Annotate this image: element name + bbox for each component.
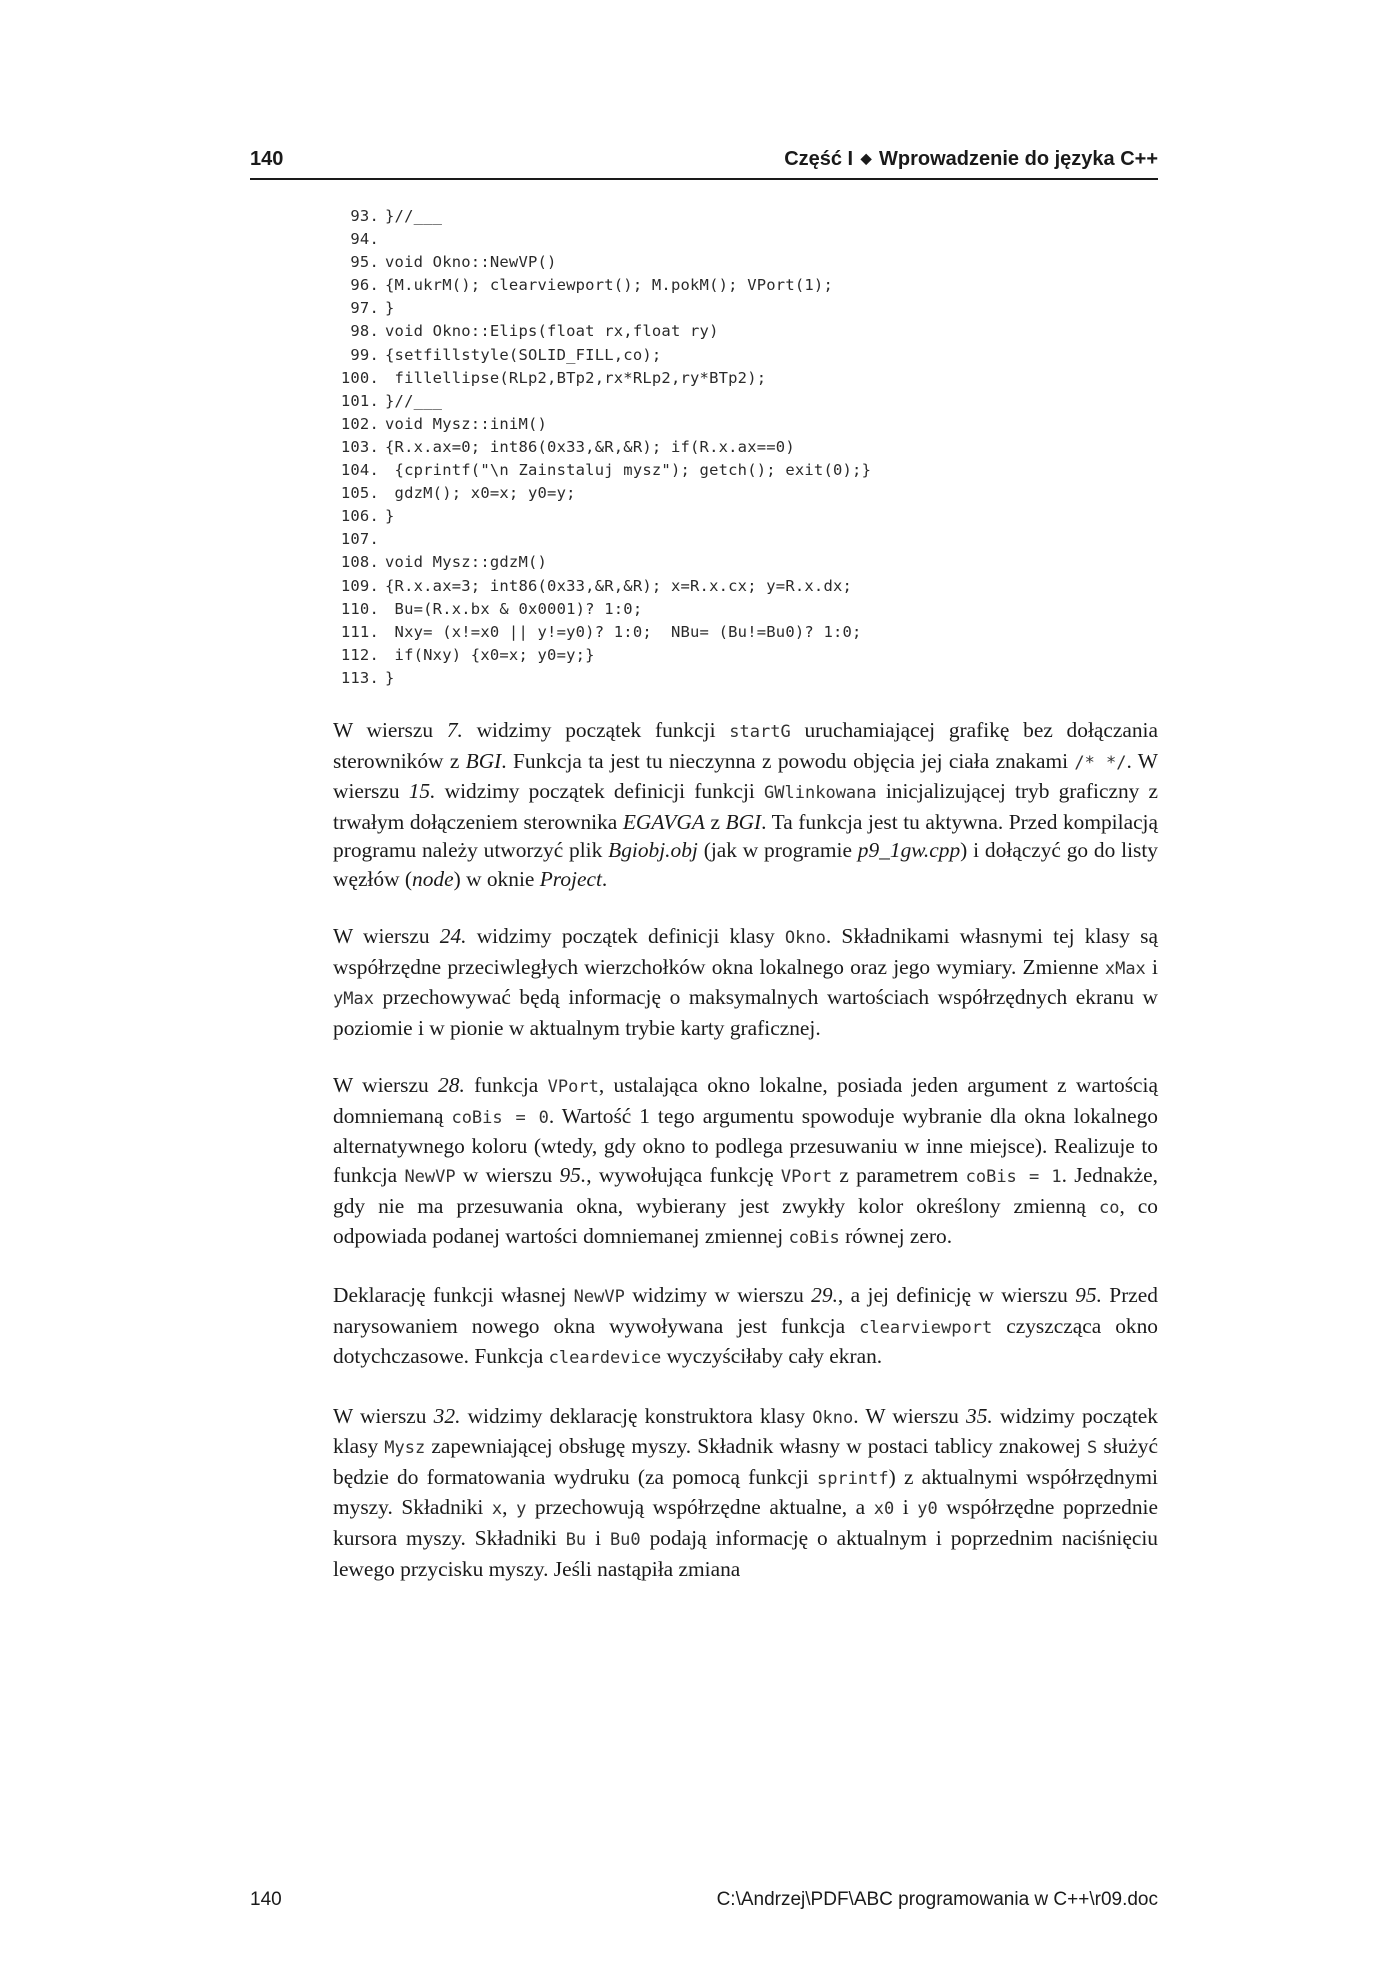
italic-term: p9_1gw.cpp (857, 838, 961, 863)
line-number: 108. (340, 553, 379, 572)
code-text: {setfillstyle(SOLID_FILL,co); (385, 345, 662, 364)
code-term: x0 (873, 1499, 895, 1520)
code-line (335, 621, 1055, 644)
line-ref: 7. (446, 718, 463, 742)
line-number: 112. (340, 645, 379, 664)
italic-term: Bgiobj.obj (608, 838, 698, 863)
code-text: void Mysz::gdzM() (385, 553, 548, 572)
line-ref: 29. (811, 1283, 838, 1308)
code-line (335, 505, 1055, 528)
text: przechowują współrzędne aktualne, a (526, 1495, 874, 1520)
paragraph-2 (333, 922, 1158, 1042)
text: przechowywać będą informację o maksymalnych wartościach współrzędnych ekranu w poziomie i w pionie w aktualnym trybie karty graficznej. (333, 985, 1158, 1040)
line-number: 110. (340, 599, 379, 618)
code-term: startG (729, 722, 791, 742)
header-page-number: 140 (250, 148, 284, 170)
code-text: } (385, 299, 395, 318)
line-number: 101. (340, 391, 379, 410)
code-text: } (385, 507, 395, 526)
code-text: }//___ (385, 207, 443, 225)
code-line (335, 436, 1055, 459)
text: inicjalizującej tryb graficzny z trwałym dołączeniem sterownika (333, 779, 1158, 834)
line-ref: 28. (438, 1073, 465, 1098)
code-term: co (1098, 1197, 1120, 1218)
line-number: 96. (350, 276, 379, 295)
text: uruchamiającej grafikę bez dołączania sterowników z (333, 718, 1158, 773)
code-line (335, 528, 1055, 551)
code-term: coBis = 1 (965, 1166, 1062, 1187)
line-ref: 95. (1075, 1283, 1102, 1308)
code-term: coBis = 0 (451, 1107, 549, 1128)
text: Deklarację funkcji własnej (333, 1283, 574, 1308)
text: widzimy początek funkcji (462, 718, 730, 742)
code-text: void Okno::NewVP() (385, 253, 557, 272)
line-number: 106. (340, 507, 379, 526)
code-line (335, 413, 1055, 436)
code-term: y (516, 1499, 527, 1520)
line-number: 113. (340, 668, 379, 687)
code-line (335, 644, 1055, 667)
text: podają informację o aktualnym i poprzednim naciśnięciu lewego przycisku myszy. Jeśli nastąpiła zmiana (333, 1526, 1158, 1581)
line-number: 109. (340, 576, 379, 595)
footer-file-path: C:\Andrzej\PDF\ABC programowania w C++\r09.doc (716, 1889, 1158, 1910)
text: ) i dołączyć go do listy węzłów ( (333, 838, 1158, 891)
text: widzimy początek definicji klasy (466, 924, 785, 949)
code-text: }//___ (385, 391, 443, 410)
text: funkcja (464, 1073, 548, 1098)
code-term: NewVP (573, 1287, 625, 1308)
code-term: Okno (784, 928, 826, 949)
line-number: 99. (350, 345, 379, 364)
chapter-title: Wprowadzenie do języka C++ (879, 148, 1158, 170)
code-line (335, 274, 1055, 297)
code-term: GWlinkowana (764, 783, 877, 804)
code-text: Nxy= (x!=x0 || y!=y0)? 1:0; NBu= (Bu!=Bu0)? 1:0; (385, 622, 862, 641)
code-text: Bu=(R.x.bx & 0x0001)? 1:0; (385, 599, 643, 618)
text: zapewniającej obsługę myszy. Składnik własny w postaci tablicy znakowej (425, 1434, 1087, 1459)
line-ref: 32. (433, 1403, 461, 1428)
code-term: coBis (788, 1228, 840, 1249)
code-term: /* */ (1074, 752, 1127, 773)
line-number: 105. (340, 484, 379, 503)
text: , ustalająca okno lokalne, posiada jeden argument z wartością domniemaną (333, 1073, 1158, 1128)
line-number: 97. (350, 299, 379, 318)
paragraph-4 (333, 1281, 1158, 1373)
text: Przed narysowaniem nowego okna wywoływana jest funkcja (333, 1283, 1158, 1338)
code-term: y0 (917, 1499, 938, 1520)
code-term: NewVP (404, 1166, 456, 1187)
code-term: Mysz (384, 1438, 426, 1459)
code-listing (335, 205, 1055, 690)
text: , co odpowiada podanej wartości domniemanej zmiennej (333, 1193, 1158, 1249)
code-line (335, 459, 1055, 482)
italic-term: EGAVGA (622, 809, 705, 834)
code-term: Bu0 (609, 1530, 641, 1551)
code-text: void Okno::Elips(float rx,float ry) (385, 322, 719, 341)
text: . W wierszu (853, 1403, 967, 1428)
line-ref: 24. (439, 924, 467, 949)
line-ref: 35. (966, 1403, 993, 1428)
code-line (335, 667, 1055, 690)
code-term: clearviewport (859, 1317, 993, 1338)
text: ) w oknie (453, 866, 540, 891)
footer-page-number: 140 (250, 1889, 282, 1910)
text: , (502, 1495, 517, 1520)
text: widzimy początek definicji funkcji (435, 779, 765, 804)
code-text: {cprintf("\n Zainstaluj mysz"); getch(); exit(0);} (385, 461, 872, 480)
italic-term: BGI (725, 809, 762, 834)
code-line (335, 205, 1055, 228)
paragraph-1 (333, 716, 1158, 894)
line-number: 102. (340, 414, 379, 433)
italic-term: node (412, 866, 454, 891)
code-text: fillellipse(RLp2,BTp2,rx*RLp2,ry*BTp2); (385, 368, 767, 387)
code-term: S (1086, 1438, 1098, 1459)
code-term: Bu (565, 1530, 587, 1551)
code-line (335, 598, 1055, 621)
line-number: 104. (340, 461, 379, 480)
paragraph-3 (333, 1071, 1158, 1253)
line-number: 93. (350, 207, 379, 225)
text: . Składnikami własnymi tej klasy są współrzędne przeciwległych wierzchołków okna lokalnego oraz jego wymiary. Zmienne (333, 924, 1158, 979)
code-text: {M.ukrM(); clearviewport(); M.pokM(); VPort(1); (385, 276, 833, 295)
text: równej zero. (839, 1224, 953, 1249)
text: , wywołująca funkcję (586, 1162, 781, 1187)
line-number: 100. (340, 368, 379, 387)
text: . Jednakże, gdy nie ma przesuwania okna, wybierany jest zwykły kolor określony zmienną (333, 1162, 1158, 1218)
text: współrzędne poprzednie kursora myszy. Składniki (333, 1495, 1158, 1551)
code-line (335, 367, 1055, 390)
diamond-separator-icon: ◆ (860, 150, 872, 166)
text: . Wartość 1 tego argumentu spowoduje wybranie dla okna lokalnego alternatywnego koloru (wtedy, gdy okno to podlega przesuwaniu w inne miejsce). Realizuje to funkcja (333, 1103, 1158, 1187)
line-number: 95. (350, 253, 379, 272)
text: i (586, 1526, 610, 1551)
page-header (250, 146, 1158, 180)
code-term: cleardevice (548, 1348, 662, 1369)
code-line (335, 228, 1055, 251)
body-text (333, 716, 1158, 1612)
line-number: 111. (340, 622, 379, 641)
text: wyczyściłaby cały ekran. (661, 1344, 883, 1369)
text: z parametrem (832, 1162, 966, 1187)
code-line (335, 297, 1055, 320)
code-text: void Mysz::iniM() (385, 414, 548, 433)
text: . Ta funkcja jest tu aktywna. Przed kompilacją programu należy utworzyć plik (333, 809, 1158, 863)
code-line (335, 575, 1055, 598)
code-term: VPort (780, 1166, 833, 1187)
code-term: sprintf (816, 1468, 889, 1489)
line-number: 107. (340, 530, 379, 549)
code-term: x (491, 1499, 503, 1520)
text: . (601, 866, 608, 891)
text: i (894, 1495, 918, 1520)
running-title (784, 148, 1158, 171)
code-term: Okno (812, 1407, 854, 1428)
line-number: 103. (340, 437, 379, 456)
text: W wierszu (333, 718, 447, 742)
code-line (335, 251, 1055, 274)
code-line (335, 344, 1055, 367)
line-ref: 15. (408, 779, 436, 804)
code-line (335, 482, 1055, 505)
code-line (335, 320, 1055, 343)
part-label: Część I (784, 148, 854, 170)
text: i (1145, 954, 1158, 979)
text: , a jej definicję w wierszu (837, 1283, 1076, 1308)
paragraph-5 (333, 1402, 1158, 1584)
italic-term: Project (539, 866, 602, 891)
text: czyszcząca okno dotychczasowe. Funkcja (333, 1313, 1159, 1369)
code-line (335, 390, 1055, 413)
text: W wierszu (333, 1073, 439, 1098)
line-number: 98. (350, 322, 379, 341)
code-text: } (385, 668, 395, 687)
code-line (335, 551, 1055, 574)
text: w wierszu (455, 1162, 560, 1187)
line-ref: 95. (559, 1162, 587, 1187)
italic-term: BGI (465, 748, 502, 773)
text: . W wierszu (333, 748, 1158, 804)
code-term: yMax (333, 989, 374, 1010)
code-term: xMax (1104, 958, 1146, 979)
code-text: if(Nxy) {x0=x; y0=y;} (385, 645, 595, 664)
code-text: {R.x.ax=0; int86(0x33,&R,&R); if(R.x.ax==0) (385, 437, 795, 456)
text: W wierszu (333, 924, 440, 949)
text: ) z aktualnymi współrzędnymi myszy. Składniki (333, 1464, 1158, 1520)
text: z (704, 809, 726, 834)
code-text: gdzM(); x0=x; y0=y; (385, 484, 576, 503)
text: widzimy deklarację konstruktora klasy (460, 1403, 813, 1428)
code-term: VPort (547, 1077, 599, 1098)
code-text: {R.x.ax=3; int86(0x33,&R,&R); x=R.x.cx; y=R.x.dx; (385, 576, 853, 595)
text: widzimy początek klasy (333, 1403, 1158, 1459)
text: . Funkcja ta jest tu nieczynna z powodu objęcia jej ciała znakami (501, 748, 1075, 773)
text: widzimy w wierszu (624, 1283, 812, 1308)
text: (jak w programie (697, 838, 858, 863)
text: W wierszu (333, 1403, 434, 1428)
line-number: 94. (350, 230, 379, 249)
text: służyć będzie do formatowania wydruku (za pomocą funkcji (333, 1434, 1159, 1489)
